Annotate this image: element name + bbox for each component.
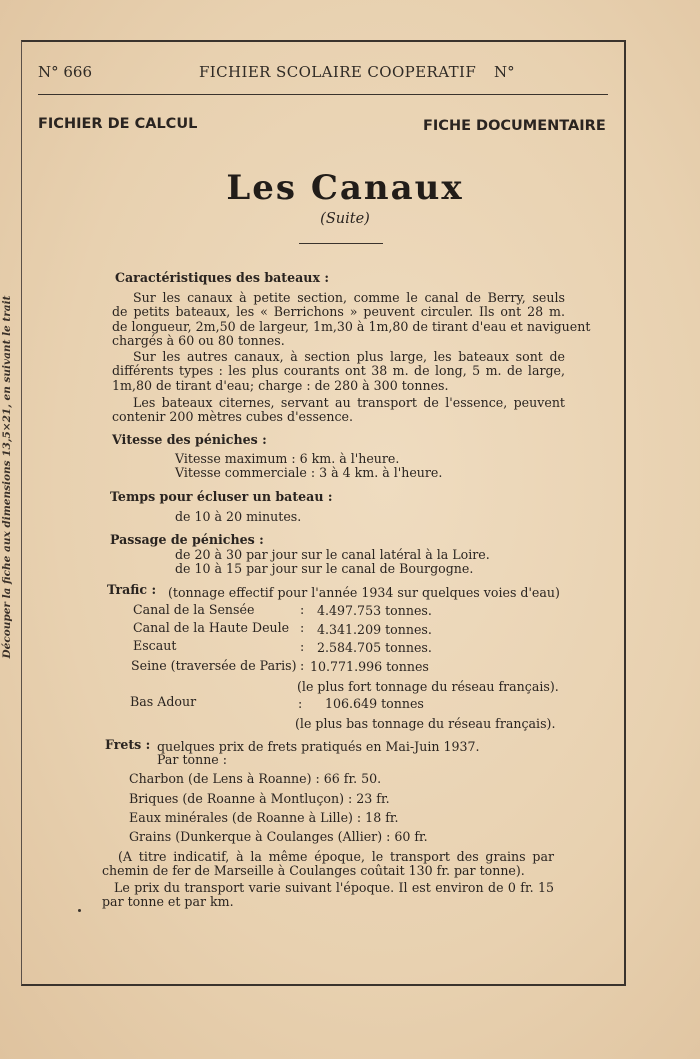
text-line: de petits bateaux, les « Berrichons » peuvent circuler. Ils ont 28 m. — [112, 304, 565, 320]
series-title: FICHIER SCOLAIRE COOPERATIF — [199, 63, 477, 81]
ink-dot — [78, 909, 81, 912]
section-heading-trafic: Trafic : — [107, 582, 157, 597]
section-heading-passage: Passage de péniches : — [110, 532, 264, 547]
header-rule — [38, 94, 608, 95]
frets-item: Charbon (de Lens à Roanne) : 66 fr. 50. — [129, 771, 382, 786]
trafic-row-colon: : — [298, 696, 303, 711]
section-heading-caracteristiques: Caractéristiques des bateaux : — [115, 270, 329, 285]
card-number: N° 666 — [38, 63, 93, 81]
vitesse-line: Vitesse maximum : 6 km. à l'heure. — [175, 451, 400, 466]
trafic-row-value: 4.341.209 tonnes. — [317, 622, 432, 637]
trafic-intro: (tonnage effectif pour l'année 1934 sur quelques voies d'eau) — [168, 585, 560, 600]
trafic-row-value: 2.584.705 tonnes. — [317, 640, 432, 655]
paragraph-berrichons — [112, 290, 591, 349]
trafic-note-high: (le plus fort tonnage du réseau français). — [297, 679, 559, 694]
vitesse-line: Vitesse commerciale : 3 à 4 km. à l'heure. — [175, 465, 443, 480]
paragraph-citernes — [112, 396, 565, 425]
card-number-right: N° — [494, 63, 515, 81]
text-line: par tonne et par km. — [102, 894, 234, 910]
text-line: de longueur, 2m,50 de largeur, 1m,30 à 1m,80 de tirant d'eau et naviguent — [112, 318, 591, 334]
page-title: Les Canaux — [226, 168, 464, 208]
frets-item: Briques (de Roanne à Montluçon) : 23 fr. — [129, 791, 390, 806]
paragraph-indicatif — [102, 850, 554, 879]
paragraph-autres-canaux — [112, 350, 565, 393]
text-line: (A titre indicatif, à la même époque, le transport des grains par — [118, 849, 554, 864]
trafic-row-name: Canal de la Sensée — [133, 602, 255, 617]
temps-line: de 10 à 20 minutes. — [175, 509, 302, 524]
text-line: chargés à 60 ou 80 tonnes. — [112, 333, 285, 349]
frets-item: Eaux minérales (de Roanne à Lille) : 18 fr. — [129, 810, 399, 825]
section-heading-frets: Frets : — [105, 737, 151, 752]
passage-line: de 10 à 15 par jour sur le canal de Bourgogne. — [175, 561, 474, 576]
trafic-row-value: 4.497.753 tonnes. — [317, 603, 432, 618]
trafic-row-value: 10.771.996 tonnes — [310, 659, 429, 674]
trafic-row-name: Bas Adour — [130, 694, 197, 709]
frets-intro: quelques prix de frets pratiqués en Mai-Juin 1937. — [157, 739, 480, 754]
paragraph-prix-transport — [102, 881, 554, 910]
text-line: Les bateaux citernes, servant au transport de l'essence, peuvent — [133, 395, 565, 410]
text-line: 1m,80 de tirant d'eau; charge : de 280 à 300 tonnes. — [112, 377, 449, 393]
frets-per-ton: Par tonne : — [157, 752, 228, 767]
trafic-row-colon: : — [300, 620, 305, 635]
trafic-row-value: 106.649 tonnes — [325, 696, 424, 711]
cut-instruction: Découper la fiche aux dimensions 13,5×21, en suivant le trait — [1, 295, 13, 659]
section-heading-temps: Temps pour écluser un bateau : — [110, 489, 333, 504]
trafic-row-name: Canal de la Haute Deule — [133, 620, 290, 635]
trafic-row-colon: : — [300, 639, 305, 654]
text-line: contenir 200 mètres cubes d'essence. — [112, 409, 353, 425]
passage-line: de 20 à 30 par jour sur le canal latéral à la Loire. — [175, 547, 490, 562]
page-subtitle: (Suite) — [320, 211, 370, 227]
text-line: Sur les canaux à petite section, comme le canal de Berry, seuls — [133, 290, 565, 305]
trafic-row-colon: : — [300, 602, 305, 617]
text-line: Sur les autres canaux, à section plus large, les bateaux sont de — [133, 349, 565, 364]
trafic-note-low: (le plus bas tonnage du réseau français). — [295, 716, 556, 731]
text-line: chemin de fer de Marseille à Coulanges coûtait 130 fr. par tonne). — [102, 863, 525, 879]
text-line: différents types : les plus courants ont 38 m. de long, 5 m. de large, — [112, 363, 565, 379]
text-line: Le prix du transport varie suivant l'époque. Il est environ de 0 fr. 15 — [114, 880, 554, 895]
trafic-row-colon: : — [300, 658, 305, 673]
title-rule — [299, 243, 383, 244]
frets-item: Grains (Dunkerque à Coulanges (Allier) : 60 fr. — [129, 829, 428, 844]
fichier-label: FICHIER DE CALCUL — [38, 116, 198, 132]
fiche-type-label: FICHE DOCUMENTAIRE — [423, 118, 606, 134]
section-heading-vitesse: Vitesse des péniches : — [112, 432, 267, 447]
trafic-row-name: Escaut — [133, 638, 177, 653]
trafic-row-name: Seine (traversée de Paris) — [131, 658, 297, 673]
